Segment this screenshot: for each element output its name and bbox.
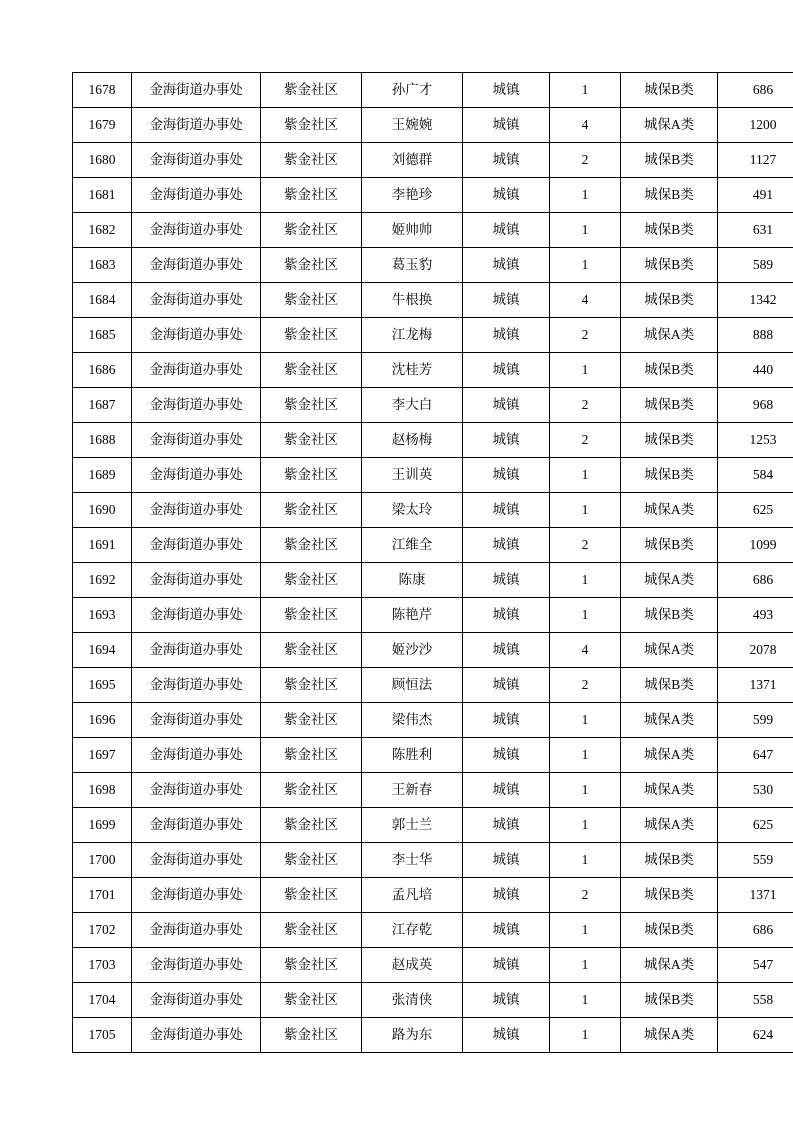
cell-index: 1697 <box>73 738 132 773</box>
cell-index: 1700 <box>73 843 132 878</box>
cell-category: 城保A类 <box>621 773 718 808</box>
cell-community: 紫金社区 <box>261 423 362 458</box>
cell-name: 姬帅帅 <box>362 213 463 248</box>
cell-index: 1692 <box>73 563 132 598</box>
cell-household-type: 城镇 <box>463 983 550 1018</box>
cell-index: 1694 <box>73 633 132 668</box>
cell-person-count: 1 <box>550 913 621 948</box>
cell-index: 1689 <box>73 458 132 493</box>
cell-household-type: 城镇 <box>463 703 550 738</box>
cell-name: 顾恒法 <box>362 668 463 703</box>
cell-household-type: 城镇 <box>463 143 550 178</box>
cell-office: 金海街道办事处 <box>132 1018 261 1053</box>
cell-category: 城保A类 <box>621 1018 718 1053</box>
cell-index: 1693 <box>73 598 132 633</box>
cell-category: 城保A类 <box>621 738 718 773</box>
cell-category: 城保B类 <box>621 458 718 493</box>
cell-name: 孙广才 <box>362 73 463 108</box>
table-row <box>73 563 793 598</box>
cell-office: 金海街道办事处 <box>132 563 261 598</box>
cell-person-count: 4 <box>550 633 621 668</box>
cell-person-count: 1 <box>550 458 621 493</box>
cell-name: 李艳珍 <box>362 178 463 213</box>
cell-amount: 1253 <box>718 423 793 458</box>
cell-household-type: 城镇 <box>463 598 550 633</box>
table-row <box>73 108 793 143</box>
table-row <box>73 598 793 633</box>
cell-person-count: 1 <box>550 703 621 738</box>
cell-household-type: 城镇 <box>463 248 550 283</box>
cell-index: 1685 <box>73 318 132 353</box>
cell-amount: 631 <box>718 213 793 248</box>
cell-category: 城保B类 <box>621 983 718 1018</box>
cell-office: 金海街道办事处 <box>132 388 261 423</box>
cell-community: 紫金社区 <box>261 983 362 1018</box>
table-row <box>73 633 793 668</box>
cell-amount: 589 <box>718 248 793 283</box>
cell-community: 紫金社区 <box>261 283 362 318</box>
cell-category: 城保B类 <box>621 73 718 108</box>
cell-person-count: 2 <box>550 878 621 913</box>
cell-index: 1704 <box>73 983 132 1018</box>
data-table <box>72 72 793 1053</box>
table-row <box>73 143 793 178</box>
cell-community: 紫金社区 <box>261 493 362 528</box>
cell-index: 1686 <box>73 353 132 388</box>
cell-household-type: 城镇 <box>463 318 550 353</box>
cell-index: 1690 <box>73 493 132 528</box>
cell-community: 紫金社区 <box>261 108 362 143</box>
cell-category: 城保B类 <box>621 213 718 248</box>
cell-index: 1682 <box>73 213 132 248</box>
cell-household-type: 城镇 <box>463 808 550 843</box>
table-row <box>73 493 793 528</box>
table-row <box>73 423 793 458</box>
table-row <box>73 388 793 423</box>
cell-category: 城保B类 <box>621 353 718 388</box>
cell-index: 1680 <box>73 143 132 178</box>
cell-index: 1695 <box>73 668 132 703</box>
cell-office: 金海街道办事处 <box>132 493 261 528</box>
cell-community: 紫金社区 <box>261 1018 362 1053</box>
cell-category: 城保B类 <box>621 178 718 213</box>
cell-person-count: 2 <box>550 668 621 703</box>
cell-community: 紫金社区 <box>261 843 362 878</box>
cell-community: 紫金社区 <box>261 773 362 808</box>
cell-name: 孟凡培 <box>362 878 463 913</box>
cell-person-count: 1 <box>550 248 621 283</box>
table-row <box>73 773 793 808</box>
cell-office: 金海街道办事处 <box>132 178 261 213</box>
table-row <box>73 248 793 283</box>
cell-community: 紫金社区 <box>261 913 362 948</box>
cell-name: 郭士兰 <box>362 808 463 843</box>
cell-category: 城保B类 <box>621 878 718 913</box>
cell-office: 金海街道办事处 <box>132 143 261 178</box>
cell-category: 城保B类 <box>621 283 718 318</box>
table-row <box>73 528 793 563</box>
cell-community: 紫金社区 <box>261 178 362 213</box>
cell-office: 金海街道办事处 <box>132 458 261 493</box>
cell-category: 城保A类 <box>621 493 718 528</box>
table-row <box>73 983 793 1018</box>
cell-index: 1688 <box>73 423 132 458</box>
cell-name: 沈桂芳 <box>362 353 463 388</box>
cell-office: 金海街道办事处 <box>132 283 261 318</box>
cell-community: 紫金社区 <box>261 808 362 843</box>
cell-index: 1705 <box>73 1018 132 1053</box>
cell-person-count: 1 <box>550 353 621 388</box>
cell-name: 葛玉豹 <box>362 248 463 283</box>
cell-index: 1691 <box>73 528 132 563</box>
cell-person-count: 1 <box>550 178 621 213</box>
cell-office: 金海街道办事处 <box>132 528 261 563</box>
cell-amount: 686 <box>718 563 793 598</box>
cell-person-count: 1 <box>550 948 621 983</box>
cell-name: 李大白 <box>362 388 463 423</box>
cell-household-type: 城镇 <box>463 528 550 563</box>
cell-person-count: 2 <box>550 423 621 458</box>
cell-person-count: 1 <box>550 73 621 108</box>
cell-office: 金海街道办事处 <box>132 668 261 703</box>
cell-category: 城保B类 <box>621 423 718 458</box>
cell-index: 1678 <box>73 73 132 108</box>
cell-office: 金海街道办事处 <box>132 773 261 808</box>
cell-amount: 624 <box>718 1018 793 1053</box>
cell-office: 金海街道办事处 <box>132 948 261 983</box>
cell-community: 紫金社区 <box>261 528 362 563</box>
cell-office: 金海街道办事处 <box>132 598 261 633</box>
cell-index: 1679 <box>73 108 132 143</box>
cell-office: 金海街道办事处 <box>132 843 261 878</box>
cell-person-count: 1 <box>550 213 621 248</box>
table-row <box>73 213 793 248</box>
cell-name: 江维全 <box>362 528 463 563</box>
cell-index: 1698 <box>73 773 132 808</box>
cell-household-type: 城镇 <box>463 878 550 913</box>
cell-community: 紫金社区 <box>261 353 362 388</box>
cell-name: 陈艳芹 <box>362 598 463 633</box>
cell-person-count: 4 <box>550 283 621 318</box>
table-row <box>73 73 793 108</box>
cell-community: 紫金社区 <box>261 248 362 283</box>
cell-community: 紫金社区 <box>261 213 362 248</box>
cell-office: 金海街道办事处 <box>132 318 261 353</box>
cell-name: 江存乾 <box>362 913 463 948</box>
cell-community: 紫金社区 <box>261 948 362 983</box>
cell-person-count: 1 <box>550 843 621 878</box>
cell-household-type: 城镇 <box>463 423 550 458</box>
cell-community: 紫金社区 <box>261 388 362 423</box>
cell-community: 紫金社区 <box>261 598 362 633</box>
cell-amount: 968 <box>718 388 793 423</box>
cell-amount: 530 <box>718 773 793 808</box>
cell-person-count: 1 <box>550 493 621 528</box>
cell-household-type: 城镇 <box>463 738 550 773</box>
cell-name: 陈胜利 <box>362 738 463 773</box>
cell-amount: 547 <box>718 948 793 983</box>
cell-household-type: 城镇 <box>463 948 550 983</box>
cell-person-count: 1 <box>550 808 621 843</box>
cell-household-type: 城镇 <box>463 388 550 423</box>
cell-category: 城保B类 <box>621 913 718 948</box>
cell-office: 金海街道办事处 <box>132 703 261 738</box>
cell-name: 梁伟杰 <box>362 703 463 738</box>
cell-community: 紫金社区 <box>261 143 362 178</box>
cell-amount: 491 <box>718 178 793 213</box>
table-row <box>73 283 793 318</box>
cell-amount: 1127 <box>718 143 793 178</box>
cell-office: 金海街道办事处 <box>132 913 261 948</box>
cell-person-count: 1 <box>550 738 621 773</box>
cell-category: 城保B类 <box>621 528 718 563</box>
cell-name: 赵杨梅 <box>362 423 463 458</box>
cell-name: 牛根换 <box>362 283 463 318</box>
table-row <box>73 913 793 948</box>
cell-amount: 888 <box>718 318 793 353</box>
cell-category: 城保A类 <box>621 808 718 843</box>
table-row <box>73 668 793 703</box>
cell-category: 城保A类 <box>621 318 718 353</box>
cell-category: 城保B类 <box>621 668 718 703</box>
table-row <box>73 178 793 213</box>
cell-person-count: 1 <box>550 773 621 808</box>
table-row <box>73 843 793 878</box>
cell-office: 金海街道办事处 <box>132 633 261 668</box>
cell-person-count: 1 <box>550 563 621 598</box>
cell-amount: 584 <box>718 458 793 493</box>
cell-name: 王训英 <box>362 458 463 493</box>
cell-household-type: 城镇 <box>463 213 550 248</box>
cell-name: 陈康 <box>362 563 463 598</box>
cell-amount: 558 <box>718 983 793 1018</box>
cell-person-count: 1 <box>550 598 621 633</box>
cell-community: 紫金社区 <box>261 318 362 353</box>
cell-office: 金海街道办事处 <box>132 878 261 913</box>
cell-amount: 625 <box>718 493 793 528</box>
table-row <box>73 948 793 983</box>
cell-household-type: 城镇 <box>463 668 550 703</box>
cell-office: 金海街道办事处 <box>132 213 261 248</box>
cell-index: 1699 <box>73 808 132 843</box>
cell-community: 紫金社区 <box>261 73 362 108</box>
cell-office: 金海街道办事处 <box>132 423 261 458</box>
cell-name: 王新春 <box>362 773 463 808</box>
cell-household-type: 城镇 <box>463 563 550 598</box>
cell-amount: 440 <box>718 353 793 388</box>
cell-name: 路为东 <box>362 1018 463 1053</box>
cell-amount: 2078 <box>718 633 793 668</box>
cell-amount: 1342 <box>718 283 793 318</box>
cell-community: 紫金社区 <box>261 633 362 668</box>
table-body <box>73 73 793 1053</box>
cell-category: 城保A类 <box>621 633 718 668</box>
cell-name: 江龙梅 <box>362 318 463 353</box>
cell-category: 城保B类 <box>621 248 718 283</box>
table-row <box>73 808 793 843</box>
cell-office: 金海街道办事处 <box>132 983 261 1018</box>
cell-person-count: 1 <box>550 1018 621 1053</box>
cell-index: 1696 <box>73 703 132 738</box>
cell-office: 金海街道办事处 <box>132 353 261 388</box>
table-row <box>73 458 793 493</box>
cell-name: 刘德群 <box>362 143 463 178</box>
cell-household-type: 城镇 <box>463 913 550 948</box>
cell-household-type: 城镇 <box>463 283 550 318</box>
table-row <box>73 353 793 388</box>
cell-index: 1684 <box>73 283 132 318</box>
cell-household-type: 城镇 <box>463 178 550 213</box>
cell-amount: 599 <box>718 703 793 738</box>
cell-index: 1681 <box>73 178 132 213</box>
cell-amount: 559 <box>718 843 793 878</box>
cell-household-type: 城镇 <box>463 458 550 493</box>
cell-office: 金海街道办事处 <box>132 248 261 283</box>
cell-amount: 686 <box>718 913 793 948</box>
cell-household-type: 城镇 <box>463 633 550 668</box>
cell-person-count: 2 <box>550 318 621 353</box>
cell-amount: 493 <box>718 598 793 633</box>
cell-household-type: 城镇 <box>463 353 550 388</box>
cell-index: 1687 <box>73 388 132 423</box>
cell-amount: 1371 <box>718 668 793 703</box>
cell-community: 紫金社区 <box>261 668 362 703</box>
cell-index: 1703 <box>73 948 132 983</box>
cell-category: 城保A类 <box>621 563 718 598</box>
cell-community: 紫金社区 <box>261 703 362 738</box>
cell-person-count: 1 <box>550 983 621 1018</box>
cell-amount: 1200 <box>718 108 793 143</box>
table-row <box>73 738 793 773</box>
cell-name: 姬沙沙 <box>362 633 463 668</box>
cell-person-count: 2 <box>550 528 621 563</box>
cell-household-type: 城镇 <box>463 773 550 808</box>
cell-name: 王婉婉 <box>362 108 463 143</box>
cell-category: 城保B类 <box>621 388 718 423</box>
cell-category: 城保A类 <box>621 108 718 143</box>
cell-household-type: 城镇 <box>463 108 550 143</box>
cell-amount: 1099 <box>718 528 793 563</box>
cell-name: 赵成英 <box>362 948 463 983</box>
cell-office: 金海街道办事处 <box>132 738 261 773</box>
cell-category: 城保B类 <box>621 143 718 178</box>
cell-name: 梁太玲 <box>362 493 463 528</box>
table-row <box>73 318 793 353</box>
cell-index: 1701 <box>73 878 132 913</box>
cell-category: 城保A类 <box>621 948 718 983</box>
cell-name: 李士华 <box>362 843 463 878</box>
table-row <box>73 1018 793 1053</box>
cell-person-count: 2 <box>550 143 621 178</box>
cell-index: 1683 <box>73 248 132 283</box>
cell-household-type: 城镇 <box>463 73 550 108</box>
cell-person-count: 4 <box>550 108 621 143</box>
cell-community: 紫金社区 <box>261 878 362 913</box>
cell-office: 金海街道办事处 <box>132 73 261 108</box>
cell-name: 张清侠 <box>362 983 463 1018</box>
table-row <box>73 878 793 913</box>
cell-index: 1702 <box>73 913 132 948</box>
cell-office: 金海街道办事处 <box>132 808 261 843</box>
cell-person-count: 2 <box>550 388 621 423</box>
cell-community: 紫金社区 <box>261 563 362 598</box>
cell-household-type: 城镇 <box>463 1018 550 1053</box>
cell-office: 金海街道办事处 <box>132 108 261 143</box>
cell-community: 紫金社区 <box>261 458 362 493</box>
cell-amount: 686 <box>718 73 793 108</box>
cell-amount: 1371 <box>718 878 793 913</box>
cell-category: 城保A类 <box>621 703 718 738</box>
cell-household-type: 城镇 <box>463 843 550 878</box>
cell-household-type: 城镇 <box>463 493 550 528</box>
cell-amount: 625 <box>718 808 793 843</box>
cell-amount: 647 <box>718 738 793 773</box>
cell-community: 紫金社区 <box>261 738 362 773</box>
cell-category: 城保B类 <box>621 598 718 633</box>
cell-category: 城保B类 <box>621 843 718 878</box>
table-row <box>73 703 793 738</box>
